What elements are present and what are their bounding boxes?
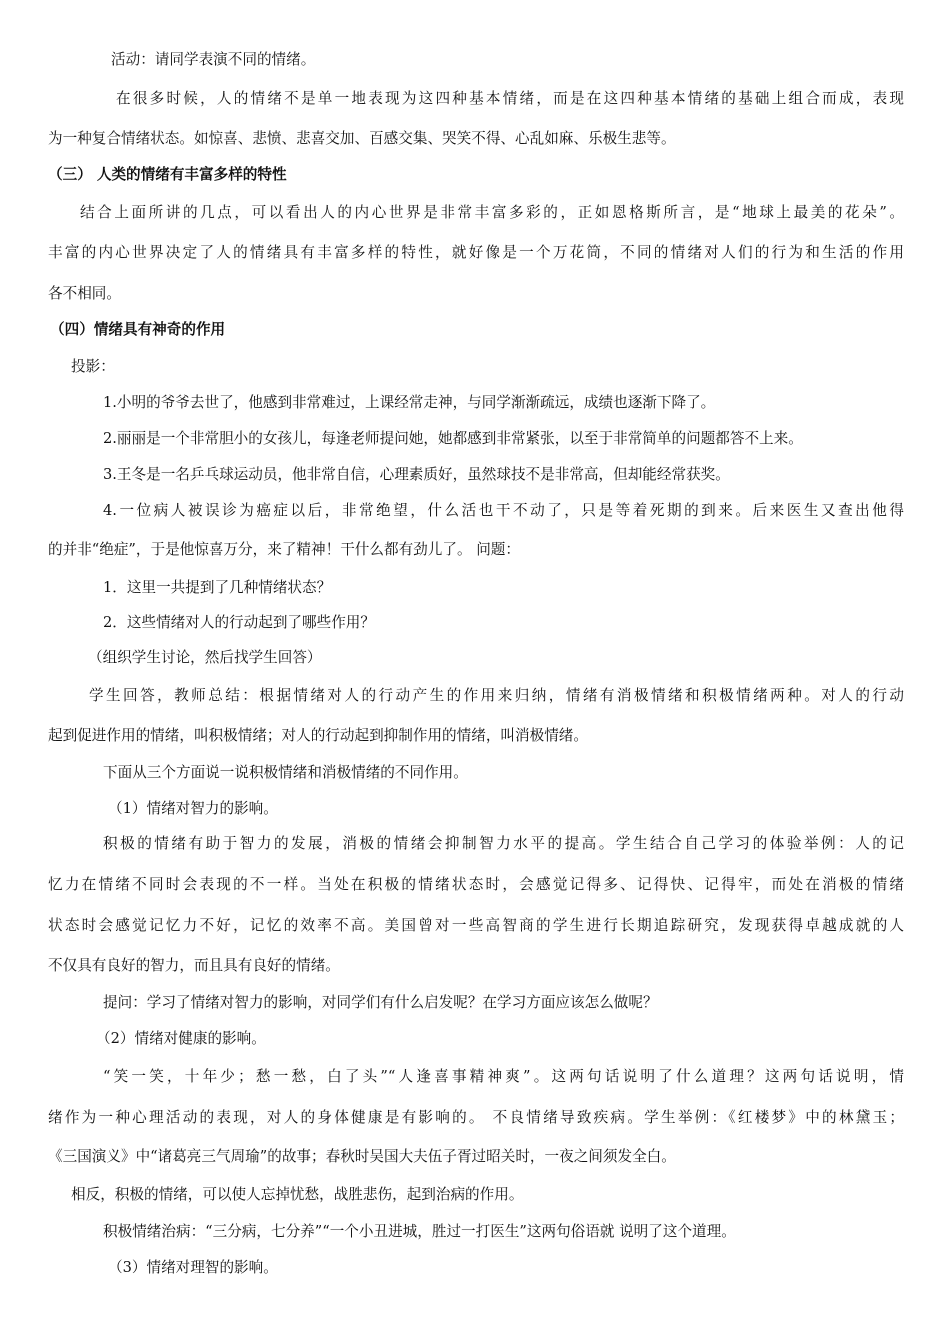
question-item: 2．这些情绪对人的行动起到了哪些作用？ (103, 614, 375, 631)
paragraph-line: 提问：学习了情绪对智力的影响，对同学们有什么启发呢？在学习方面应该怎么做呢？ (103, 994, 658, 1011)
subsection-heading-2: （2）情绪对健康的影响。 (96, 1030, 266, 1047)
paragraph-line: 为一种复合情绪状态。如惊喜、悲愤、悲喜交加、百感交集、哭笑不得、心乱如麻、乐极生悲等。 (48, 130, 676, 147)
paragraph-line: 在很多时候，人的情绪不是单一地表现为这四种基本情绪，而是在这四种基本情绪的基础上组合而成，表现 (116, 90, 904, 107)
paragraph-line: 《三国演义》中“诸葛亮三气周瑜”的故事；春秋时吴国大夫伍子胥过昭关时，一夜之间须发全白。 (48, 1148, 676, 1165)
list-item: 4.一位病人被误诊为癌症以后，非常绝望，什么活也干不动了，只是等着死期的到来。后来医生又查出他得 (103, 502, 904, 519)
list-item: 2.丽丽是一个非常胆小的女孩儿，每逢老师提问她，她都感到非常紧张，以至于非常简单的问题都答不上来。 (103, 430, 803, 447)
paragraph-line: 相反，积极的情绪，可以使人忘掉忧愁，战胜悲伤，起到治病的作用。 (71, 1186, 524, 1203)
question-item: 1．这里一共提到了几种情绪状态？ (103, 579, 332, 596)
paragraph-line: 下面从三个方面说一说积极情绪和消极情绪的不同作用。 (103, 764, 468, 781)
paragraph-line: 的并非“绝症”，于是他惊喜万分，来了精神！干什么都有劲儿了。 问题： (48, 541, 520, 558)
paragraph-line: 结合上面所讲的几点，可以看出人的内心世界是非常丰富多彩的，正如恩格斯所言，是“地球上最美的花朵”。 (80, 204, 904, 221)
paragraph-line: 积极情绪治病：“三分病，七分养”“一个小丑进城，胜过一打医生”这两句俗语就 说明了这个道理。 (103, 1223, 736, 1240)
paragraph-line: 起到促进作用的情绪，叫积极情绪；对人的行动起到抑制作用的情绪，叫消极情绪。 (48, 727, 588, 744)
paragraph-line: 丰富的内心世界决定了人的情绪具有丰富多样的特性，就好像是一个万花筒，不同的情绪对人们的行为和生活的作用 (48, 244, 904, 261)
section-heading-4: （四）情绪具有神奇的作用 (50, 321, 226, 338)
subsection-heading-1: （1）情绪对智力的影响。 (108, 800, 278, 817)
projection-label: 投影： (71, 358, 115, 375)
section-heading-3: （三） 人类的情绪有丰富多样的特性 (48, 166, 287, 183)
paragraph-line: 积极的情绪有助于智力的发展，消极的情绪会抑制智力水平的提高。学生结合自己学习的体验举例：人的记 (103, 835, 904, 852)
list-item: 1.小明的爷爷去世了，他感到非常难过，上课经常走神，与同学渐渐疏远，成绩也逐渐下降了。 (103, 394, 716, 411)
paragraph-line: （组织学生讨论，然后找学生回答） (88, 649, 322, 666)
paragraph-line: 忆力在情绪不同时会表现的不一样。当处在积极的情绪状态时，会感觉记得多、记得快、记得牢，而处在消极的情绪 (48, 876, 904, 893)
paragraph-line: 绪作为一种心理活动的表现，对人的身体健康是有影响的。 不良情绪导致疾病。学生举例：《红楼梦》中的林黛玉； (48, 1109, 904, 1126)
paragraph-line: 状态时会感觉记忆力不好，记忆的效率不高。美国曾对一些高智商的学生进行长期追踪研究，发现获得卓越成就的人 (48, 917, 904, 934)
list-item: 3.王冬是一名乒乓球运动员，他非常自信，心理素质好，虽然球技不是非常高，但却能经常获奖。 (103, 466, 730, 483)
subsection-heading-3: （3）情绪对理智的影响。 (108, 1259, 278, 1276)
paragraph-line: 不仅具有良好的智力，而且具有良好的情绪。 (48, 957, 340, 974)
paragraph-line: 学生回答，教师总结：根据情绪对人的行动产生的作用来归纳，情绪有消极情绪和积极情绪两种。对人的行动 (89, 687, 904, 704)
paragraph-line: 各不相同。 (48, 285, 121, 302)
activity-line: 活动：请同学表演不同的情绪。 (111, 51, 316, 68)
paragraph-line: “笑一笑，十年少；愁一愁，白了头”“人逢喜事精神爽”。这两句话说明了什么道理？这两句话说明，情 (103, 1068, 904, 1085)
